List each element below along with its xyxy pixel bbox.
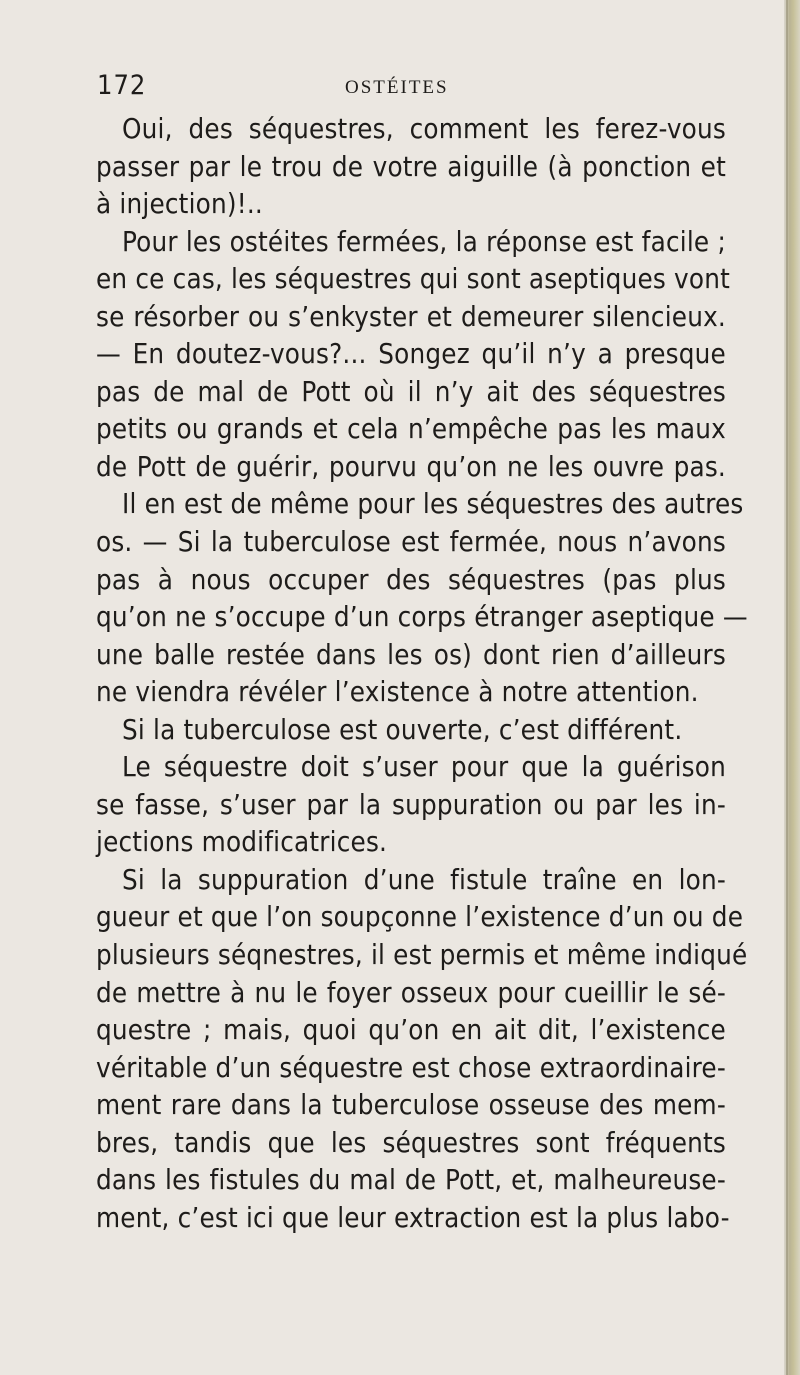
page-edge xyxy=(784,0,800,1375)
text-line: Le séquestre doit s’user pour que la guérison xyxy=(122,751,726,784)
page-header xyxy=(97,70,717,110)
text-line: os. — Si la tuberculose est fermée, nous n’avons xyxy=(96,526,726,559)
text-line: gueur et que l’on soupçonne l’existence d’un ou de xyxy=(96,901,744,934)
text-line: véritable d’un séquestre est chose extraordinaire- xyxy=(96,1051,726,1084)
text-line: une balle restée dans les os) dont rien d’ailleurs xyxy=(96,638,726,671)
text-line: de mettre à nu le foyer osseux pour cueillir le sé- xyxy=(96,976,726,1009)
text-line: à injection)!.. xyxy=(96,188,263,221)
text-line: dans les fistules du mal de Pott, et, malheureuse- xyxy=(96,1164,726,1197)
text-line: de Pott de guérir, pourvu qu’on ne les ouvre pas. xyxy=(96,450,726,483)
body-text xyxy=(96,111,748,1237)
text-line: — En doutez-vous?... Songez qu’il n’y a presque xyxy=(96,338,726,371)
text-line: ne viendra révéler l’existence à notre attention. xyxy=(96,676,699,709)
text-line: ment rare dans la tuberculose osseuse des mem- xyxy=(96,1089,726,1122)
text-line: Si la suppuration d’une fistule traîne en lon- xyxy=(122,863,726,896)
text-line: bres, tandis que les séquestres sont fréquents xyxy=(96,1126,726,1159)
text-line: petits ou grands et cela n’empêche pas les maux xyxy=(96,413,726,446)
text-line: Si la tuberculose est ouverte, c’est différent. xyxy=(122,713,683,746)
text-line: en ce cas, les séquestres qui sont aseptiques vont xyxy=(96,263,730,296)
text-line: pas de mal de Pott où il n’y ait des séquestres xyxy=(96,375,726,408)
text-line: Il en est de même pour les séquestres des autres xyxy=(122,488,744,521)
text-line: Oui, des séquestres, comment les ferez-vous xyxy=(122,113,726,145)
text-line: plusieurs séqnestres, il est permis et même indiqué xyxy=(96,939,748,972)
running-head: OSTÉITES xyxy=(345,77,449,98)
text-line: questre ; mais, quoi qu’on en ait dit, l’existence xyxy=(96,1014,726,1047)
text-line: se résorber ou s’enkyster et demeurer silencieux. xyxy=(96,300,726,333)
page-number: 172 xyxy=(97,70,147,101)
text-line: ment, c’est ici que leur extraction est la plus labo- xyxy=(96,1201,730,1234)
text-line: qu’on ne s’occupe d’un corps étranger aseptique — xyxy=(96,601,748,634)
text-line: se fasse, s’user par la suppuration ou par les in- xyxy=(96,788,726,821)
text-line: passer par le trou de votre aiguille (à ponction et xyxy=(96,150,726,183)
text-line: jections modificatrices. xyxy=(96,826,388,859)
text-line: Pour les ostéites fermées, la réponse est facile ; xyxy=(122,225,726,258)
text-line: pas à nous occuper des séquestres (pas plus xyxy=(96,563,726,596)
